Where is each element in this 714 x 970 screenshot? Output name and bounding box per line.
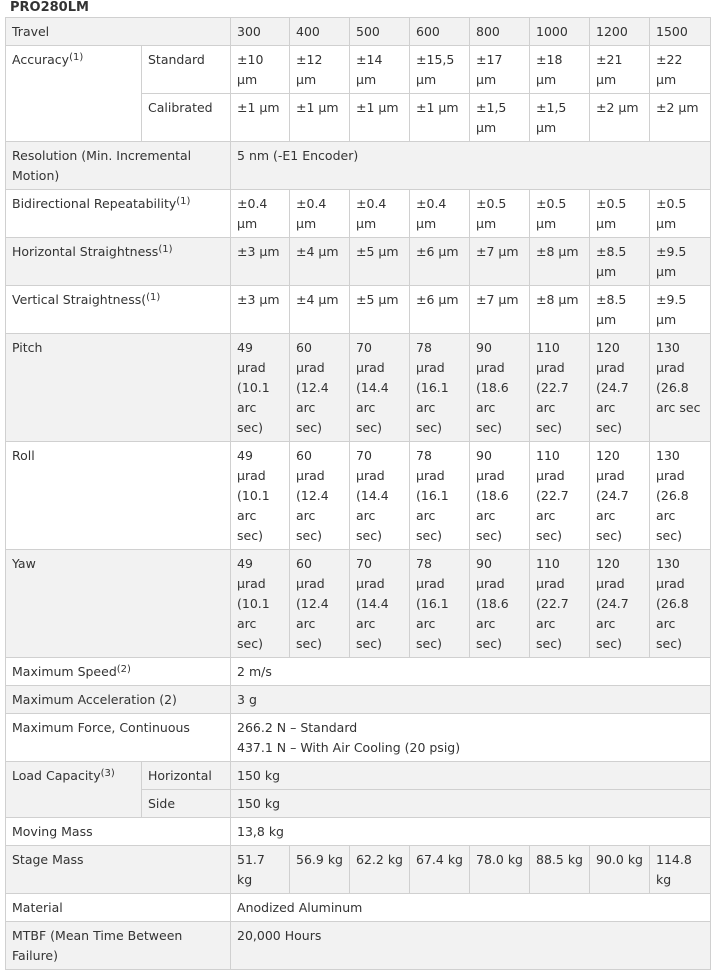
value-cell: 120 µrad (24.7 arc sec) — [590, 334, 650, 442]
sub-label: Calibrated — [142, 94, 231, 142]
value-cell: 60 µrad (12.4 arc sec) — [290, 334, 350, 442]
horizontal-straightness-row — [6, 238, 711, 286]
row-label: Travel — [6, 18, 231, 46]
value-cell: 90 µrad (18.6 arc sec) — [470, 442, 530, 550]
value-cell: 60 µrad (12.4 arc sec) — [290, 442, 350, 550]
max-force-cell — [231, 714, 711, 762]
horizontal-straightness-label-cell — [6, 238, 231, 286]
value-cell: 130 µrad (26.8 arc sec) — [650, 550, 711, 658]
value-cell: ±2 µm — [650, 94, 711, 142]
value-cell: ±9.5 µm — [650, 286, 711, 334]
value-cell: ±0.5 µm — [650, 190, 711, 238]
max-speed-row — [6, 658, 711, 686]
value-cell: ±8 µm — [530, 286, 590, 334]
load-horizontal-row — [6, 762, 711, 790]
row-label: Material — [6, 894, 231, 922]
max-speed-label-cell — [6, 658, 231, 686]
value-cell: 62.2 kg — [350, 846, 410, 894]
row-label: Pitch — [6, 334, 231, 442]
value-cell: 51.7 kg — [231, 846, 290, 894]
value-cell: ±6 µm — [410, 238, 470, 286]
travel-cell: 1500 — [650, 18, 711, 46]
value-cell: ±1 µm — [410, 94, 470, 142]
value-cell: ±8.5 µm — [590, 286, 650, 334]
row-label: Maximum Acceleration (2) — [6, 686, 231, 714]
travel-cell: 1200 — [590, 18, 650, 46]
row-label: Resolution (Min. Incremental Motion) — [6, 142, 231, 190]
row-label: MTBF (Mean Time Between Failure) — [6, 922, 231, 970]
value-cell: ±0.5 µm — [470, 190, 530, 238]
value-cell: ±8 µm — [530, 238, 590, 286]
row-label: Moving Mass — [6, 818, 231, 846]
value-cell: ±0.4 µm — [410, 190, 470, 238]
accuracy-label-cell — [6, 46, 142, 142]
value-cell: 5 nm (-E1 Encoder) — [231, 142, 711, 190]
force-standard: 266.2 N – Standard — [237, 720, 358, 735]
value-cell: ±0.4 µm — [290, 190, 350, 238]
value-cell: ±1,5 µm — [530, 94, 590, 142]
travel-cell: 800 — [470, 18, 530, 46]
value-cell: ±5 µm — [350, 286, 410, 334]
row-label: Stage Mass — [6, 846, 231, 894]
value-cell: 150 kg — [231, 790, 711, 818]
value-cell: ±6 µm — [410, 286, 470, 334]
value-cell: ±1 µm — [350, 94, 410, 142]
value-cell: 60 µrad (12.4 arc sec) — [290, 550, 350, 658]
value-cell: 78 µrad (16.1 arc sec) — [410, 334, 470, 442]
value-cell: ±17 µm — [470, 46, 530, 94]
value-cell: 78 µrad (16.1 arc sec) — [410, 550, 470, 658]
row-label: Roll — [6, 442, 231, 550]
bidirectional-row — [6, 190, 711, 238]
value-cell: 90.0 kg — [590, 846, 650, 894]
value-cell: 3 g — [231, 686, 711, 714]
load-capacity-label-cell — [6, 762, 142, 818]
resolution-row — [6, 142, 711, 190]
value-cell: ±7 µm — [470, 238, 530, 286]
value-cell: ±4 µm — [290, 286, 350, 334]
max-force-row — [6, 714, 711, 762]
yaw-row — [6, 550, 711, 658]
row-label: Load Capacity — [12, 768, 101, 783]
footnote-ref: (1) — [158, 244, 173, 255]
footnote-ref: (1) — [69, 52, 84, 63]
value-cell: 56.9 kg — [290, 846, 350, 894]
value-cell: 78.0 kg — [470, 846, 530, 894]
row-label: Vertical Straightness( — [12, 292, 147, 307]
value-cell: 110 µrad (22.7 arc sec) — [530, 334, 590, 442]
value-cell: 120 µrad (24.7 arc sec) — [590, 550, 650, 658]
roll-row — [6, 442, 711, 550]
value-cell: 67.4 kg — [410, 846, 470, 894]
value-cell: 49 µrad (10.1 arc sec) — [231, 334, 290, 442]
value-cell: ±22 µm — [650, 46, 711, 94]
value-cell: ±0.4 µm — [350, 190, 410, 238]
value-cell: ±4 µm — [290, 238, 350, 286]
travel-cell: 400 — [290, 18, 350, 46]
row-label: Horizontal Straightness — [12, 244, 159, 259]
value-cell: 70 µrad (14.4 arc sec) — [350, 442, 410, 550]
value-cell: 120 µrad (24.7 arc sec) — [590, 442, 650, 550]
value-cell: ±15,5 µm — [410, 46, 470, 94]
value-cell: ±14 µm — [350, 46, 410, 94]
row-label: Yaw — [6, 550, 231, 658]
value-cell: 90 µrad (18.6 arc sec) — [470, 334, 530, 442]
value-cell: 20,000 Hours — [231, 922, 711, 970]
sub-label: Side — [142, 790, 231, 818]
sub-label: Horizontal — [142, 762, 231, 790]
bidirectional-label-cell — [6, 190, 231, 238]
travel-cell: 300 — [231, 18, 290, 46]
accuracy-standard-row — [6, 46, 711, 94]
row-label: Bidirectional Repeatability — [12, 196, 177, 211]
material-row — [6, 894, 711, 922]
value-cell: 70 µrad (14.4 arc sec) — [350, 334, 410, 442]
value-cell: ±10 µm — [231, 46, 290, 94]
row-label: Maximum Force, Continuous — [6, 714, 231, 762]
value-cell: ±18 µm — [530, 46, 590, 94]
value-cell: 150 kg — [231, 762, 711, 790]
footnote-ref: (2) — [116, 664, 131, 675]
moving-mass-row — [6, 818, 711, 846]
stage-mass-row — [6, 846, 711, 894]
travel-row — [6, 18, 711, 46]
value-cell: ±2 µm — [590, 94, 650, 142]
footnote-ref: (1) — [176, 196, 191, 207]
value-cell: ±12 µm — [290, 46, 350, 94]
value-cell: 110 µrad (22.7 arc sec) — [530, 550, 590, 658]
value-cell: 90 µrad (18.6 arc sec) — [470, 550, 530, 658]
value-cell: 110 µrad (22.7 arc sec) — [530, 442, 590, 550]
force-air-cooling: 437.1 N – With Air Cooling (20 psig) — [237, 740, 461, 755]
value-cell: ±9.5 µm — [650, 238, 711, 286]
value-cell: 130 µrad (26.8 arc sec — [650, 334, 711, 442]
value-cell: 88.5 kg — [530, 846, 590, 894]
row-label: Accuracy — [12, 52, 70, 67]
footnote-ref: (3) — [100, 768, 115, 779]
value-cell: ±8.5 µm — [590, 238, 650, 286]
value-cell: ±5 µm — [350, 238, 410, 286]
value-cell: ±0.5 µm — [530, 190, 590, 238]
value-cell: Anodized Aluminum — [231, 894, 711, 922]
page-title: PRO280LM — [10, 0, 89, 15]
pitch-row — [6, 334, 711, 442]
value-cell: ±1,5 µm — [470, 94, 530, 142]
value-cell: ±3 µm — [231, 238, 290, 286]
value-cell: 2 m/s — [231, 658, 711, 686]
value-cell: 130 µrad (26.8 arc sec) — [650, 442, 711, 550]
travel-cell: 600 — [410, 18, 470, 46]
spec-table — [5, 17, 711, 970]
value-cell: ±21 µm — [590, 46, 650, 94]
value-cell: ±1 µm — [231, 94, 290, 142]
value-cell: ±0.5 µm — [590, 190, 650, 238]
row-label: Maximum Speed — [12, 664, 117, 679]
travel-cell: 1000 — [530, 18, 590, 46]
value-cell: 78 µrad (16.1 arc sec) — [410, 442, 470, 550]
value-cell: 49 µrad (10.1 arc sec) — [231, 442, 290, 550]
value-cell: 114.8 kg — [650, 846, 711, 894]
footnote-ref: (1) — [146, 292, 161, 303]
vertical-straightness-label-cell — [6, 286, 231, 334]
value-cell: ±1 µm — [290, 94, 350, 142]
value-cell: 70 µrad (14.4 arc sec) — [350, 550, 410, 658]
value-cell: 49 µrad (10.1 arc sec) — [231, 550, 290, 658]
travel-cell: 500 — [350, 18, 410, 46]
value-cell: ±7 µm — [470, 286, 530, 334]
mtbf-row — [6, 922, 711, 970]
vertical-straightness-row — [6, 286, 711, 334]
sub-label: Standard — [142, 46, 231, 94]
value-cell: ±0.4 µm — [231, 190, 290, 238]
value-cell: ±3 µm — [231, 286, 290, 334]
max-accel-row — [6, 686, 711, 714]
value-cell: 13,8 kg — [231, 818, 711, 846]
